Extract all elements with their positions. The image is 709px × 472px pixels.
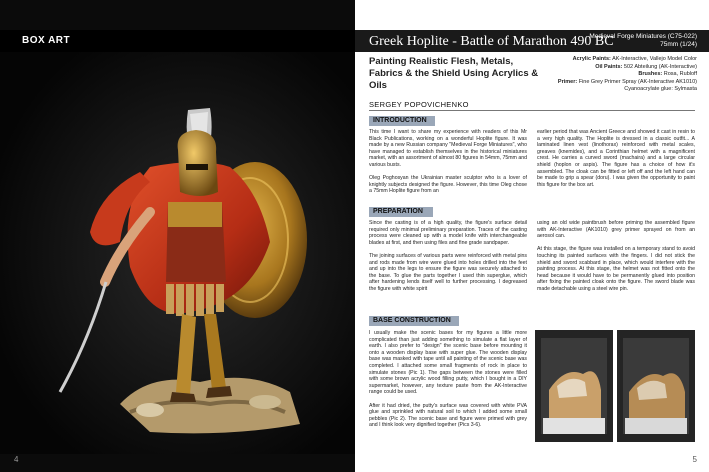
corinthian-helmet xyxy=(178,130,218,196)
base-photo-1 xyxy=(535,330,613,442)
box-art-label: BOX ART xyxy=(22,35,71,46)
right-page xyxy=(355,0,709,472)
materials-item: Acrylic Paints: AK-Interactive, Vallejo Model Color xyxy=(572,56,697,62)
base-photos xyxy=(535,330,695,442)
materials-item: Cyanoacrylate glue: Sylmasta xyxy=(624,86,697,92)
intro-column-2: earlier period that was Ancient Greece and showed it cast in resin to a very high quality. The Hoplite is dressed in a classic outfit... A laminated linen vest (linothorax) reinforced with metal scales, greaves (knemides), and a Corinthian helmet with a magnificent crest. He carries a curved sword (machaira) and a large circular shield (hoplon or aspis). The figure has a choice of how it's assembled. The cloak can be fitted or left off and the left hand can be made to grip a spear (doru). I was given the opportunity to paint this figure for the box art. xyxy=(537,129,695,188)
base-construction-column: I usually make the scenic bases for my figures a little more complicated than just adding something to simulate a flat layer of earth. I also prefer to "design" the scenic base before mounting it onto a wooden display base with super glue. The wooden display base was masked with tape until all painting of the scenic base was completed. I attached some small fragments of rock in place to simulate stones (Pic 1). The gaps between the stones were filled with some brown acrylic wood filling putty, which I bought in a DIY supermarket, however, any texture paste from the AK-Interactive range could be used. After it had dried, the putty's surface was covered with white PVA glue and sprinkled with natural soil to which I added some small pebbles (Pic 2). The scenic base and figure were primed with grey and I think look very dignified together (Pics 3-6). xyxy=(369,330,527,429)
right-page-number: 5 xyxy=(692,455,697,464)
preparation-column-2: using an old wide paintbrush before priming the assembled figure with AK-Interactive (AK1010) grey primer sprayed on from an aerosol can. At this stage, the figure was installed on a temporary stand to avoid touching its painted surfaces with the fingers. I did not stick the shield and sword scabbard in place, which would interfere with the painting process. At this stage, the helmet was not fitted onto the head because it would have to be permanently glued into position after fixing the painted cloak onto the figure. The sword blade was made detachable using a steel wire pin. xyxy=(537,220,695,292)
section-heading-base-construction: BASE CONSTRUCTION xyxy=(369,316,459,326)
materials-item: Brushes: Rosa, Rubloff xyxy=(638,71,697,77)
kit-scale: 75mm (1/24) xyxy=(660,41,697,48)
materials-list xyxy=(537,56,697,94)
section-heading-introduction: INTRODUCTION xyxy=(369,116,435,126)
left-page-number: 4 xyxy=(14,455,19,464)
base-photo-2 xyxy=(617,330,695,442)
article-title: Greek Hoplite - Battle of Marathon 490 BC xyxy=(369,34,614,49)
left-page-header xyxy=(0,30,355,52)
materials-item: Oil Paints: 502 Abteilung (AK-Interactive) xyxy=(595,63,697,70)
author-name: SERGEY POPOVICHENKO xyxy=(369,100,469,109)
article-header xyxy=(355,30,709,52)
hoplite-figure-photo xyxy=(0,52,355,454)
preparation-column-1: Since the casting is of a high quality, the figure's surface detail required only minimal preliminary preparation. Traces of the casting process were cleaned up with a model knife with interchangeable blades at first, and then using files and fine grade sandpaper. The joining surfaces of various parts were reinforced with metal pins and rods made from wire were glued into holes drilled into the feet and up into the legs to ensure the figure was securely attached to the base. To glue the parts together I used thin superglue, which after hardening lends itself well to further processing. I degreased the figure with white spirit xyxy=(369,220,527,292)
article-subtitle: Painting Realistic Flesh, Metals, Fabrics & the Shield Using Acrylics & Oils xyxy=(369,56,539,91)
intro-column-1: This time I want to share my experience with readers of this Mr Black Publications, working on a wonderful Hoplite figure. It was made by a new Russian company "Medieval Forge Miniatures", who have managed to establish themselves in the historical miniatures market, with an assortment of almost 80 figures in 54mm, 75mm and various busts. Oleg Poghosyan the Ukrainian master sculptor who is a lover of knightly subjects designed the figure. However, this time Oleg chose a 75mm Hoplite figure from an xyxy=(369,129,527,195)
materials-item: Primer: Fine Grey Primer Spray (AK-Interactive AK1010) xyxy=(557,78,697,85)
kit-reference xyxy=(589,33,697,49)
kit-manufacturer: Medieval Forge Miniatures (C75-022) xyxy=(589,33,697,40)
divider xyxy=(369,110,695,111)
section-heading-preparation: PREPARATION xyxy=(369,207,433,217)
